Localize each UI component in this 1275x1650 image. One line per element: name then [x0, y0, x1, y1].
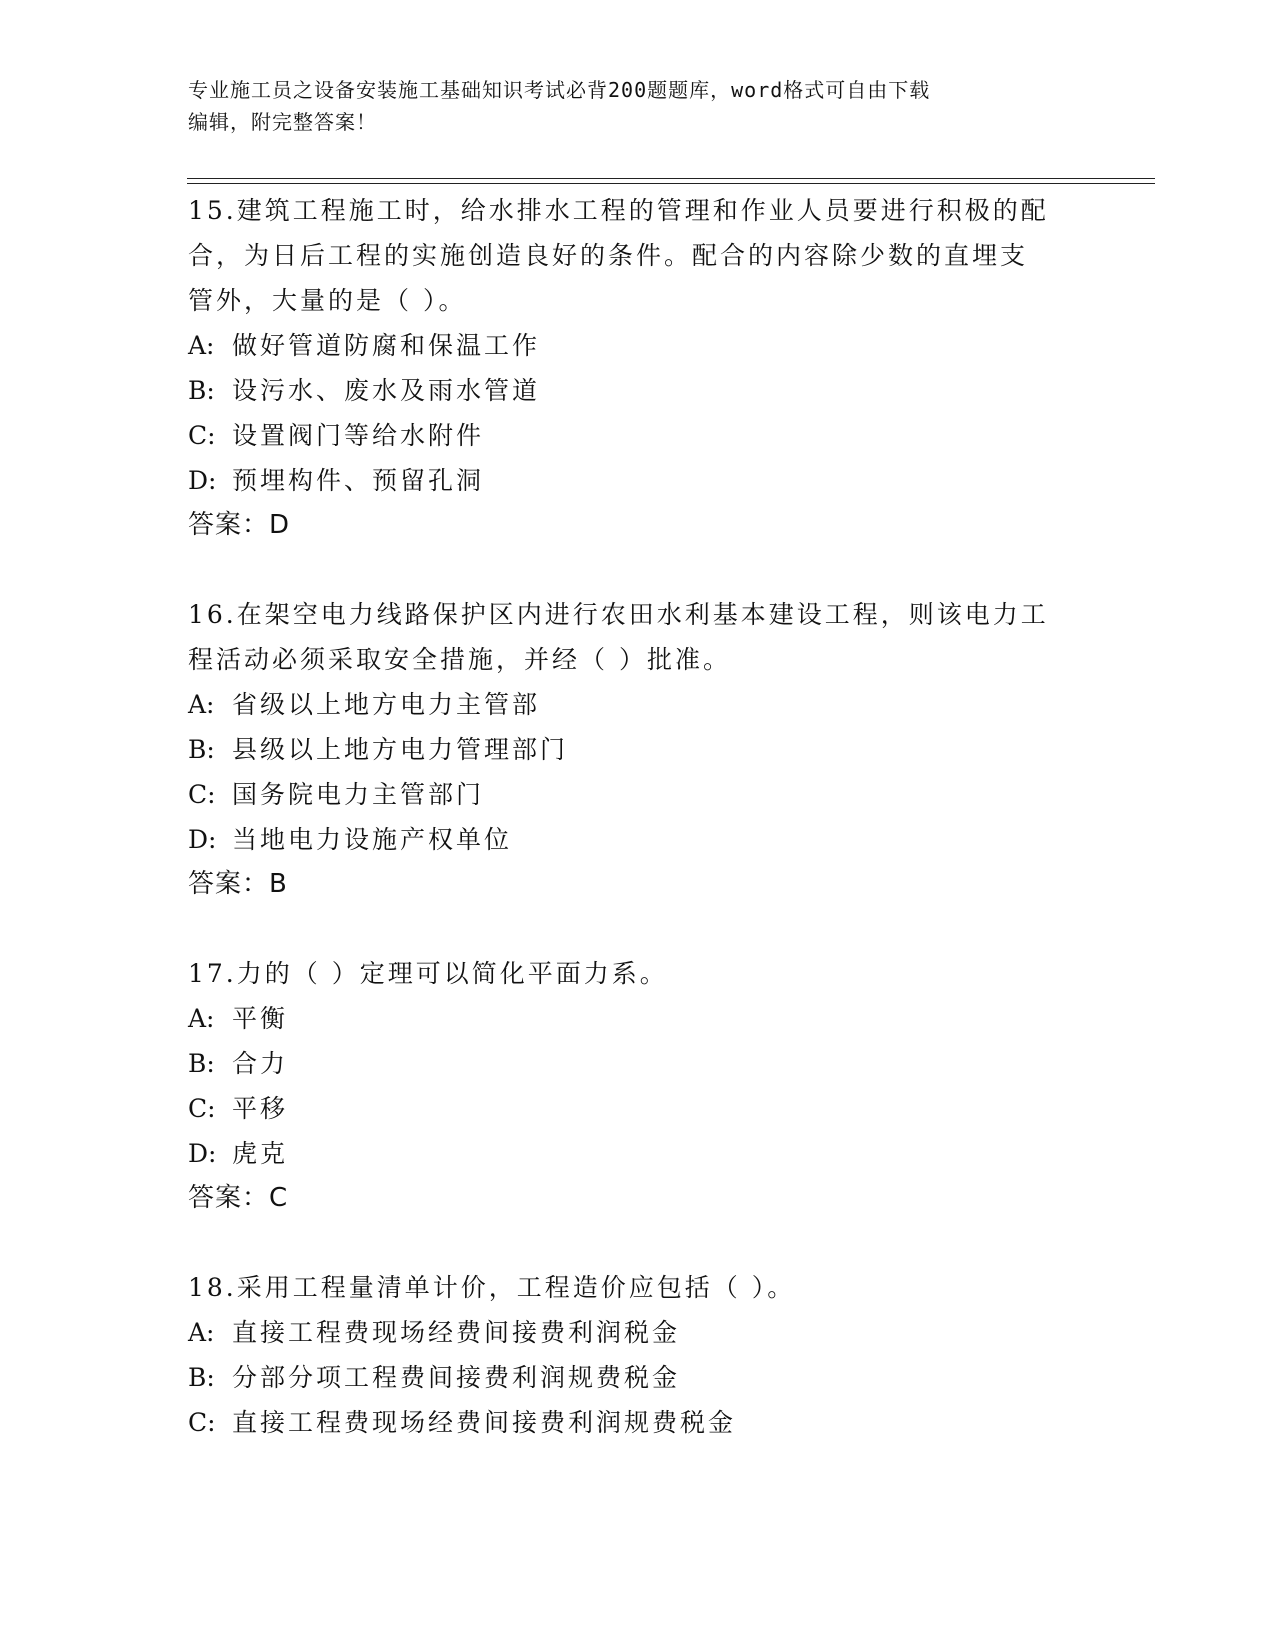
question-text-line: 15.建筑工程施工时，给水排水工程的管理和作业人员要进行积极的配	[188, 196, 1049, 225]
option-letter: B:	[188, 1363, 215, 1392]
option-text: 合力	[232, 1049, 289, 1078]
question-text-line: 18.采用工程量清单计价，工程造价应包括（ ）。	[188, 1273, 796, 1302]
question-17	[188, 951, 1088, 1221]
option-letter: A:	[188, 690, 215, 719]
option-a	[188, 1310, 1088, 1355]
page-header	[188, 74, 1088, 138]
answer-line: 答案：D	[188, 510, 291, 540]
option-letter: C:	[188, 421, 216, 450]
option-a	[188, 323, 1088, 368]
option-letter: D:	[188, 466, 217, 495]
option-letter: A:	[188, 1004, 215, 1033]
option-d	[188, 1131, 1088, 1176]
answer-line: 答案：B	[188, 869, 288, 899]
option-text: 平移	[232, 1094, 289, 1123]
option-letter: C:	[188, 1408, 216, 1437]
question-text-line: 程活动必须采取安全措施，并经（ ）批准。	[188, 645, 731, 674]
question-list	[188, 188, 1088, 1489]
header-rule-top	[187, 178, 1155, 179]
option-text: 直接工程费现场经费间接费利润税金	[232, 1318, 681, 1347]
option-d	[188, 458, 1088, 503]
option-text: 当地电力设施产权单位	[232, 825, 513, 854]
option-a	[188, 682, 1088, 727]
question-text-line: 合，为日后工程的实施创造良好的条件。配合的内容除少数的直埋支	[188, 241, 1029, 270]
option-letter: C:	[188, 1094, 216, 1123]
option-letter: D:	[188, 825, 217, 854]
option-text: 县级以上地方电力管理部门	[232, 735, 569, 764]
question-text-line: 17.力的（ ）定理可以简化平面力系。	[188, 959, 668, 988]
option-text: 预埋构件、预留孔洞	[232, 466, 485, 495]
option-letter: B:	[188, 1049, 215, 1078]
option-letter: B:	[188, 735, 215, 764]
header-line-2: 编辑，附完整答案！	[188, 110, 377, 134]
option-letter: A:	[188, 331, 215, 360]
question-15	[188, 188, 1088, 548]
question-text	[188, 592, 1088, 682]
option-text: 省级以上地方电力主管部	[232, 690, 541, 719]
option-b	[188, 1041, 1088, 1086]
option-letter: D:	[188, 1139, 217, 1168]
question-text-line: 16.在架空电力线路保护区内进行农田水利基本建设工程，则该电力工	[188, 600, 1049, 629]
option-text: 直接工程费现场经费间接费利润规费税金	[232, 1408, 737, 1437]
option-c	[188, 1400, 1088, 1445]
option-c	[188, 1086, 1088, 1131]
option-text: 平衡	[232, 1004, 289, 1033]
question-text	[188, 1265, 1088, 1310]
option-b	[188, 368, 1088, 413]
question-text	[188, 188, 1088, 323]
option-letter: B:	[188, 376, 215, 405]
question-16	[188, 592, 1088, 907]
option-letter: C:	[188, 780, 216, 809]
option-text: 设置阀门等给水附件	[232, 421, 485, 450]
option-c	[188, 772, 1088, 817]
option-a	[188, 996, 1088, 1041]
option-c	[188, 413, 1088, 458]
option-text: 分部分项工程费间接费利润规费税金	[232, 1363, 681, 1392]
option-d	[188, 817, 1088, 862]
option-letter: A:	[188, 1318, 215, 1347]
question-18	[188, 1265, 1088, 1445]
header-rule-bottom	[187, 183, 1155, 184]
header-line-1: 专业施工员之设备安装施工基础知识考试必背200题题库，word格式可自由下载	[188, 78, 931, 102]
option-text: 国务院电力主管部门	[232, 780, 485, 809]
option-b	[188, 727, 1088, 772]
answer-line: 答案：C	[188, 1183, 289, 1213]
option-b	[188, 1355, 1088, 1400]
question-text-line: 管外，大量的是（ ）。	[188, 286, 467, 315]
option-text: 做好管道防腐和保温工作	[232, 331, 541, 360]
question-text	[188, 951, 1088, 996]
option-text: 设污水、废水及雨水管道	[232, 376, 541, 405]
option-text: 虎克	[232, 1139, 289, 1168]
